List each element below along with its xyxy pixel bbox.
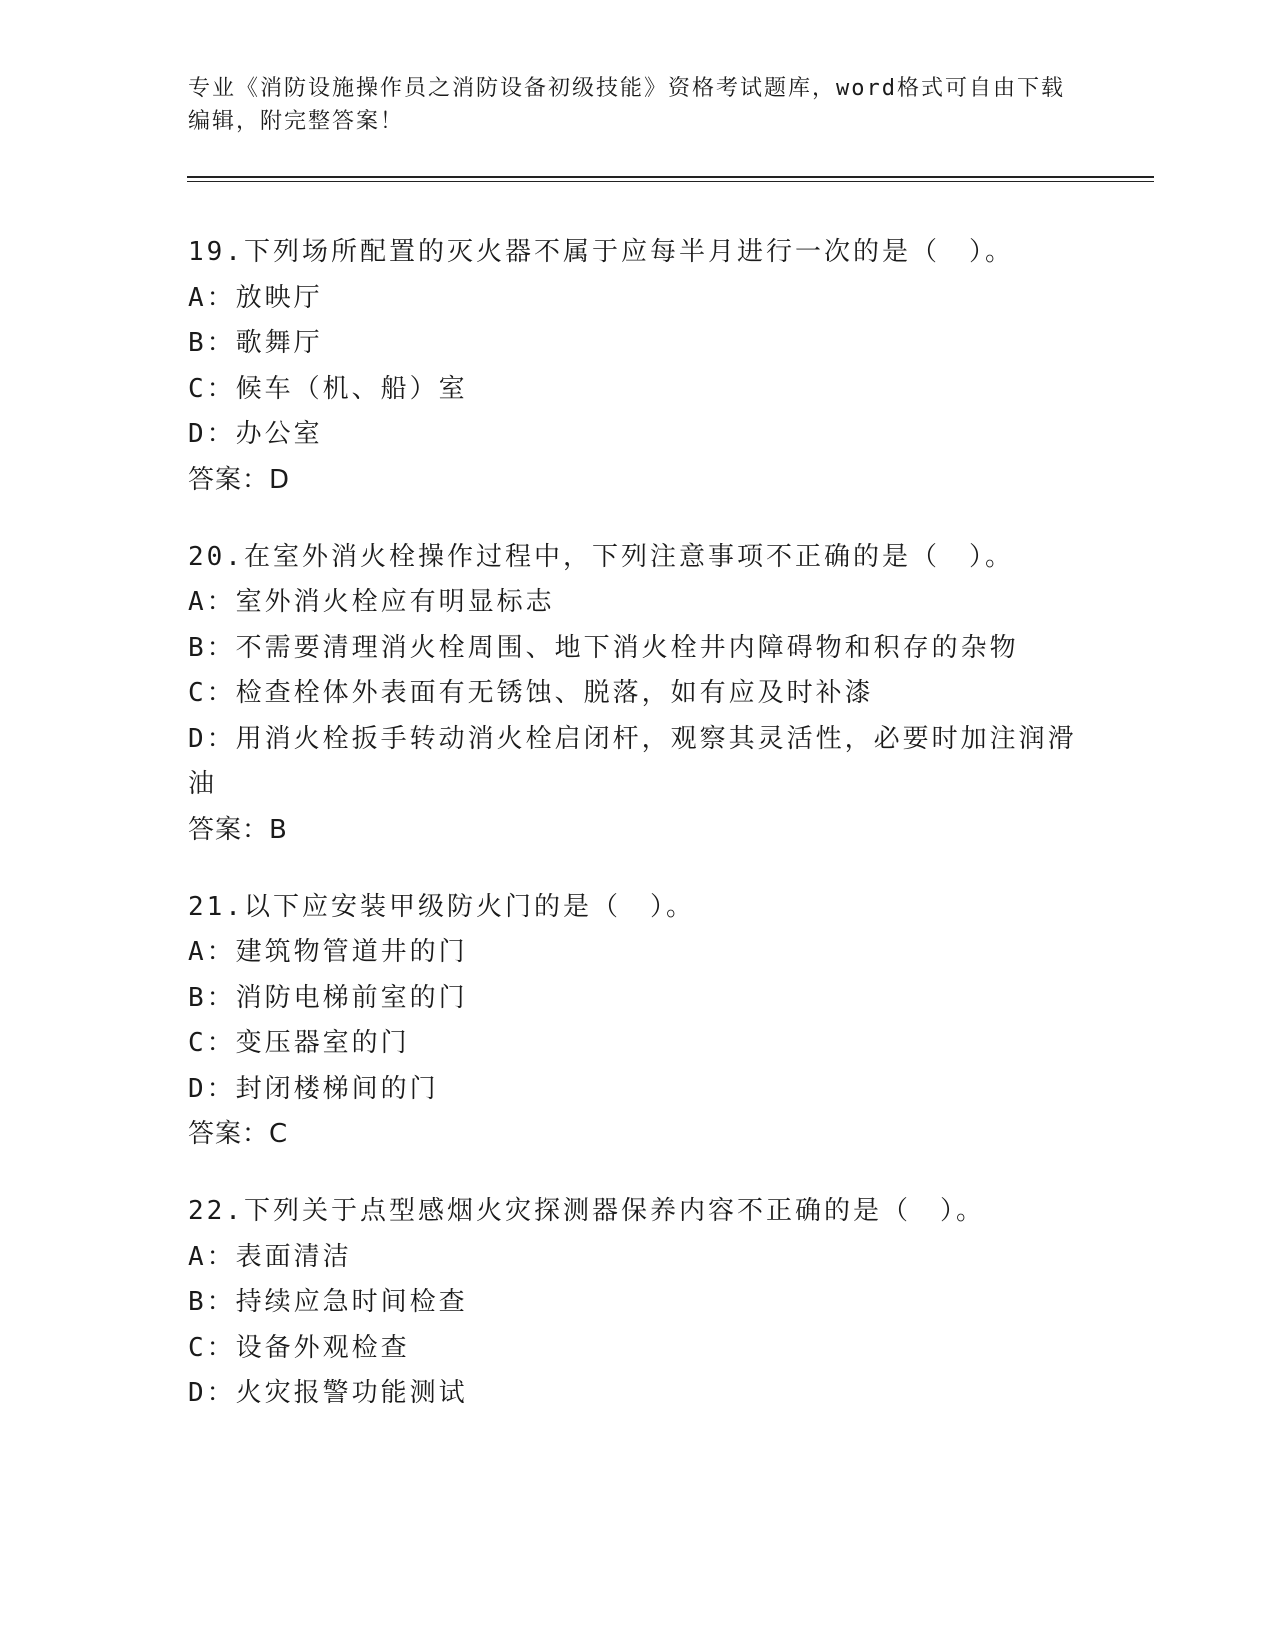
header-divider (187, 176, 1154, 182)
option-c (188, 1326, 1088, 1372)
answer-line: 答案：D (188, 464, 291, 495)
option-key: B： (188, 982, 236, 1013)
option-text: 表面清洁 (235, 1241, 352, 1272)
option-text: 封闭楼梯间的门 (235, 1073, 439, 1104)
option-key: C： (188, 678, 236, 708)
option-text: 候车（机、船）室 (235, 373, 468, 404)
option-key: D： (188, 419, 236, 449)
option-c (188, 1021, 1088, 1067)
option-key: D： (188, 723, 236, 754)
answer-line: 答案：C (188, 1119, 289, 1149)
option-b (188, 626, 1088, 672)
option-key: C： (188, 1028, 236, 1058)
question-20 (188, 535, 1088, 853)
option-key: D： (188, 1073, 236, 1104)
option-key: C： (188, 373, 236, 404)
document-intro: 专业《消防设施操作员之消防设备初级技能》资格考试题库，word格式可自由下载编辑，附完整答案！ (188, 76, 1065, 134)
question-stem: 21.以下应安装甲级防火门的是（ ）。 (188, 891, 695, 922)
option-key: A： (188, 587, 236, 617)
option-b (188, 321, 1088, 367)
option-text: 变压器室的门 (235, 1028, 410, 1058)
option-b (188, 976, 1088, 1022)
question-19 (188, 230, 1088, 503)
option-text: 放映厅 (235, 282, 323, 313)
question-stem: 19.下列场所配置的灭火器不属于应每半月进行一次的是（ ）。 (188, 237, 1014, 267)
option-text: 歌舞厅 (235, 328, 323, 358)
option-key: A： (188, 937, 236, 967)
option-c (188, 671, 1088, 717)
question-stem: 20.在室外消火栓操作过程中，下列注意事项不正确的是（ ）。 (188, 541, 1014, 572)
option-d (188, 1371, 1088, 1417)
option-a (188, 276, 1088, 322)
option-a (188, 1235, 1088, 1281)
option-text: 持续应急时间检查 (235, 1287, 468, 1317)
option-text: 检查栓体外表面有无锈蚀、脱落，如有应及时补漆 (235, 678, 874, 708)
option-key: C： (188, 1332, 236, 1363)
option-text: 火灾报警功能测试 (235, 1378, 468, 1408)
question-list (188, 230, 1088, 1449)
option-key: B： (188, 328, 236, 358)
option-text: 消防电梯前室的门 (235, 982, 468, 1013)
option-a (188, 580, 1088, 626)
question-stem: 22.下列关于点型感烟火灾探测器保养内容不正确的是（ ）。 (188, 1196, 985, 1226)
option-a (188, 930, 1088, 976)
question-21 (188, 885, 1088, 1158)
option-key: D： (188, 1378, 236, 1408)
option-key: A： (188, 282, 236, 313)
question-22 (188, 1189, 1088, 1417)
option-text: 建筑物管道井的门 (235, 937, 468, 967)
option-key: B： (188, 632, 236, 663)
option-text: 室外消火栓应有明显标志 (235, 587, 555, 617)
option-d (188, 1067, 1088, 1113)
option-b (188, 1280, 1088, 1326)
option-text: 不需要清理消火栓周围、地下消火栓井内障碍物和积存的杂物 (235, 632, 1019, 663)
option-text: 用消火栓扳手转动消火栓启闭杆，观察其灵活性，必要时加注润滑油 (188, 723, 1077, 799)
option-text: 办公室 (235, 419, 323, 449)
option-key: A： (188, 1241, 236, 1272)
option-c (188, 367, 1088, 413)
option-d (188, 412, 1088, 458)
option-text: 设备外观检查 (235, 1332, 410, 1363)
option-key: B： (188, 1287, 236, 1317)
option-d (188, 717, 1088, 808)
answer-line: 答案：B (188, 814, 288, 845)
